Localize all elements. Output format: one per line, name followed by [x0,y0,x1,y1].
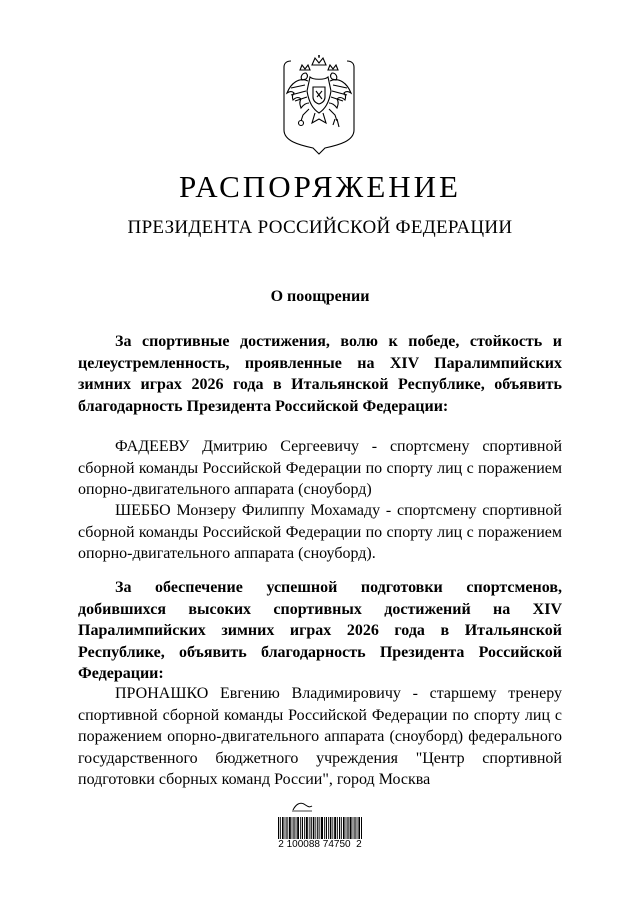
award-reason-athletes: За спортивные достижения, волю к победе, стойкость и целеустремленность, проявленные на XIV Паралимпийских зимних играх 2026 года в Итальянской Республике, объявить благодарность Президента Российской Федерации: [78,333,562,415]
awardee-shebbo: ШЕББО Монзеру Филиппу Мохамаду - спортсмену спортивной сборной команды Российской Федерации по спорту лиц с поражением опорно-двигательного аппарата (сноуборд). [78,502,562,562]
order-heading: О поощрении [270,288,370,305]
registration-mark-icon [290,800,314,812]
document-title: РАСПОРЯЖЕНИЕ [179,169,461,204]
barcode-bars [278,817,362,839]
awardee-fadeev: ФАДЕЕВУ Дмитрию Сергеевичу - спортсмену спортивной сборной команды Российской Федерации по спорту лиц с поражением опорно-двигательного аппарата (сноуборд) [78,438,562,498]
document-barcode [272,800,368,860]
document-subtitle: ПРЕЗИДЕНТА РОССИЙСКОЙ ФЕДЕРАЦИИ [127,217,513,238]
barcode-number: 2 100088 74750 2 [278,839,362,850]
award-reason-coaches: За обеспечение успешной подготовки спортсменов, добившихся высоких спортивных достижений на XIV Паралимпийских зимних играх 2026 года в Итальянской Республике, объявить благодарность Президента Российской Федерации: [78,579,562,682]
coat-of-arms-emblem [279,55,359,155]
awardee-pronashko: ПРОНАШКО Евгению Владимировичу - старшему тренеру спортивной сборной команды Российской Федерации по спорту лиц с поражением опорно-двигательного аппарата (сноуборд) федерального государственного бюджетного учреждения "Центр спортивной подготовки сборных команд России", город Москва [78,685,562,788]
